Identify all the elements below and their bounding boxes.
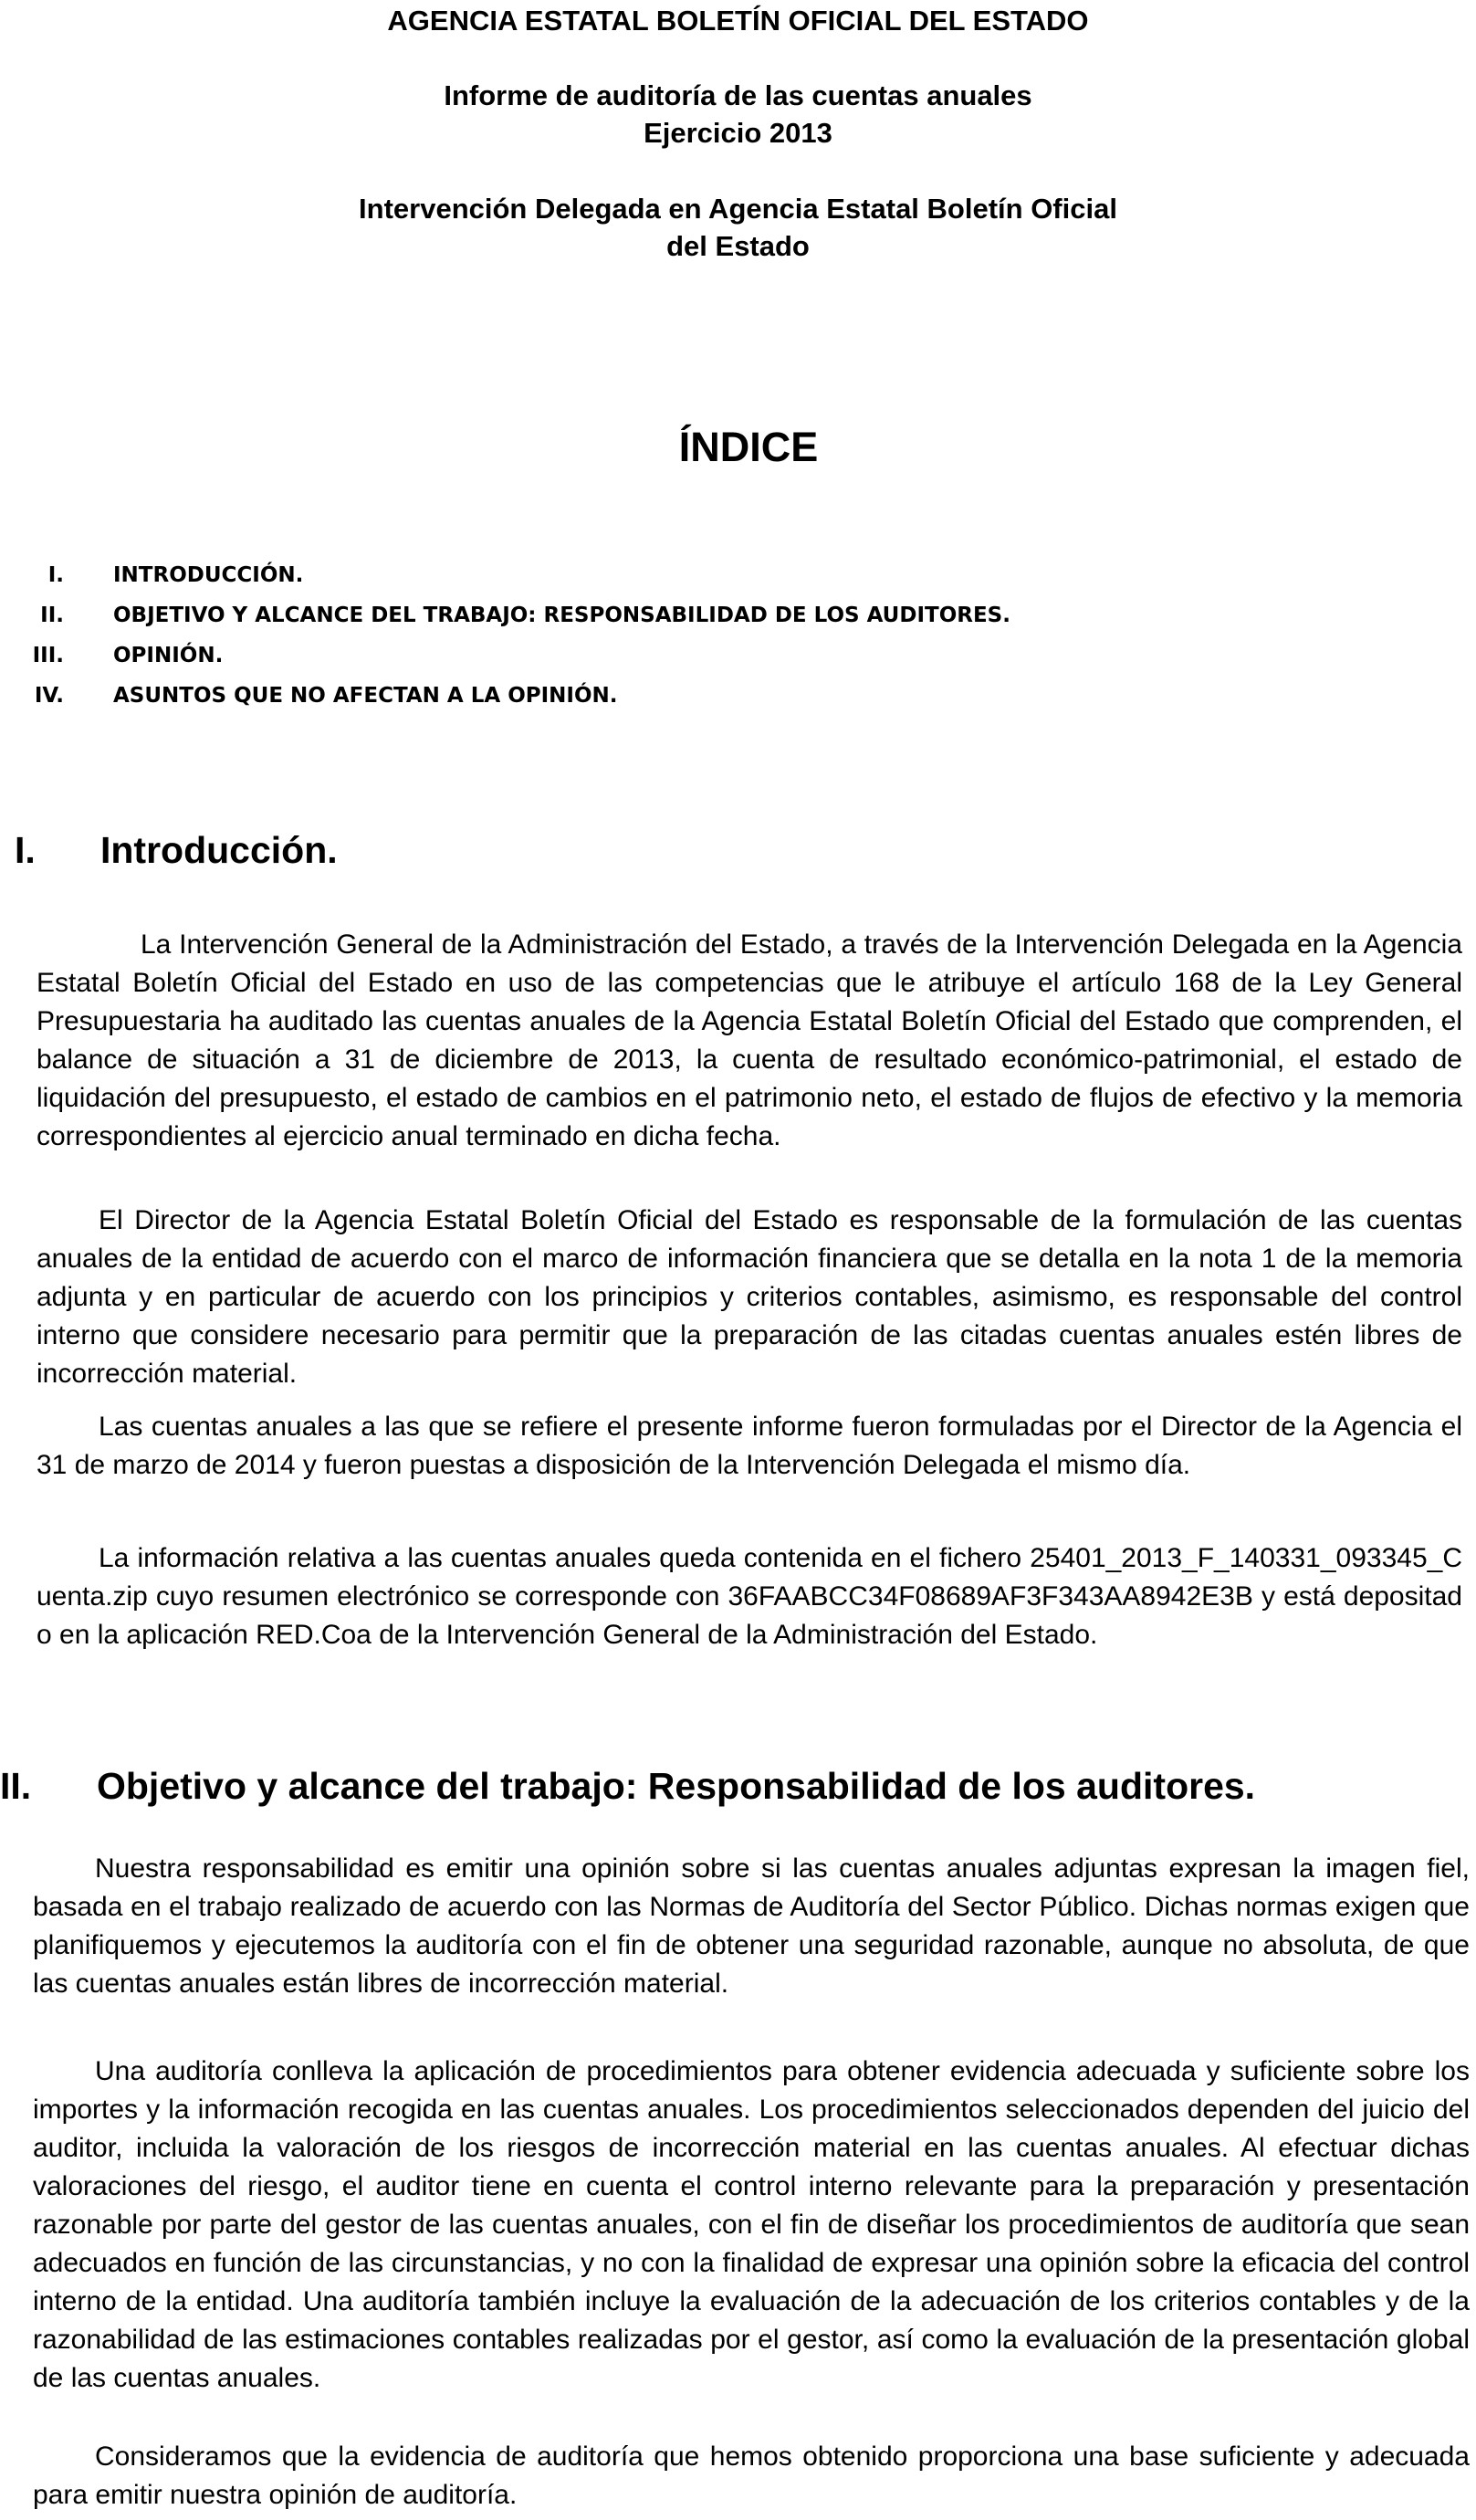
paragraph: El Director de la Agencia Estatal Boletín Oficial del Estado es responsable de la formulación de las cuentas anuales de la entidad de acuerdo con el marco de información financiera que se detalla en la nota 1 de la memoria adjunta y en particular de acuerdo con los principios y criterios contables, asimismo, es responsable del control interno que considere necesario para permitir que la preparación de las citadas cuentas anuales estén libres de incorrección material.	[37, 1205, 1462, 1389]
paragraph: Nuestra responsabilidad es emitir una opinión sobre si las cuentas anuales adjuntas expresan la imagen fiel, basada en el trabajo realizado de acuerdo con las Normas de Auditoría del Sector Público. Dichas normas exigen que planifiquemos y ejecutemos la auditoría con el fin de obtener una seguridad razonable, aunque no absoluta, de que las cuentas anuales están libres de incorrección material.	[33, 1853, 1470, 1999]
index-title: ÍNDICE	[678, 424, 819, 470]
intervention-line-2: del Estado	[666, 230, 810, 262]
toc-item-label: INTRODUCCIÓN.	[113, 563, 304, 587]
section-number: II.	[0, 1765, 32, 1807]
toc-item-label: OBJETIVO Y ALCANCE DEL TRABAJO: RESPONSABILIDAD DE LOS AUDITORES.	[113, 604, 1010, 627]
toc-item-number: III.	[32, 644, 64, 667]
agency-title: AGENCIA ESTATAL BOLETÍN OFICIAL DEL ESTADO	[387, 5, 1089, 37]
toc-item-label: OPINIÓN.	[113, 644, 224, 667]
report-title: Informe de auditoría de las cuentas anuales	[444, 79, 1032, 111]
section-number: I.	[15, 829, 36, 871]
paragraph: Las cuentas anuales a las que se refiere el presente informe fueron formuladas por el Director de la Agencia el 31 de marzo de 2014 y fueron puestas a disposición de la Intervención Delegada el mismo día.	[37, 1412, 1462, 1480]
toc-item	[0, 595, 1476, 635]
toc-item	[0, 635, 1476, 676]
paragraph: La Intervención General de la Administración del Estado, a través de la Intervención Delegada en la Agencia Estatal Boletín Oficial del Estado en uso de las competencias que le atribuye el artículo 168 de la Ley General Presupuestaria ha auditado las cuentas anuales de la Agencia Estatal Boletín Oficial del Estado que comprenden, el balance de situación a 31 de diciembre de 2013, la cuenta de resultado económico-patrimonial, el estado de liquidación del presupuesto, el estado de cambios en el patrimonio neto, el estado de flujos de efectivo y la memoria correspondientes al ejercicio anual terminado en dicha fecha.	[37, 929, 1462, 1151]
toc-item-number: II.	[40, 604, 64, 627]
section-title: Objetivo y alcance del trabajo: Responsabilidad de los auditores.	[97, 1765, 1256, 1807]
toc-item-label: ASUNTOS QUE NO AFECTAN A LA OPINIÓN.	[113, 684, 618, 708]
report-exercise: Ejercicio 2013	[644, 117, 832, 149]
report-title-block	[0, 77, 1476, 152]
paragraph: Una auditoría conlleva la aplicación de procedimientos para obtener evidencia adecuada y suficiente sobre los importes y la información recogida en las cuentas anuales. Los procedimientos seleccionados dependen del juicio del auditor, incluida la valoración de los riesgos de incorrección material en las cuentas anuales. Al efectuar dichas valoraciones del riesgo, el auditor tiene en cuenta el control interno relevante para la preparación y presentación razonable por parte del gestor de las cuentas anuales, con el fin de diseñar los procedimientos de auditoría que sean adecuados en función de las circunstancias, y no con la finalidad de expresar una opinión sobre la eficacia del control interno de la entidad. Una auditoría también incluye la evaluación de la adecuación de los criterios contables y de la razonabilidad de las estimaciones contables realizadas por el gestor, así como la evaluación de la presentación global de las cuentas anuales.	[33, 2056, 1470, 2393]
toc-item-number: IV.	[34, 684, 64, 708]
toc-item-number: I.	[47, 563, 64, 587]
toc-item	[0, 676, 1476, 716]
paragraph: Consideramos que la evidencia de auditoría que hemos obtenido proporciona una base suficiente y adecuada para emitir nuestra opinión de auditoría.	[33, 2441, 1470, 2510]
intervention-line-1: Intervención Delegada en Agencia Estatal Boletín Oficial	[359, 193, 1117, 225]
paragraph: La información relativa a las cuentas anuales queda contenida en el fichero 25401_2013_F_140331_093345_Cuenta.zip cuyo resumen electrónico se corresponde con 36FAABCC34F08689AF3F343AA8942E3B y está depositado en la aplicación RED.Coa de la Intervención General de la Administración del Estado.	[37, 1543, 1462, 1650]
toc-item	[0, 555, 1476, 595]
intervention-title-block	[0, 190, 1476, 265]
table-of-contents	[0, 555, 1476, 716]
section-title: Introducción.	[100, 829, 338, 871]
